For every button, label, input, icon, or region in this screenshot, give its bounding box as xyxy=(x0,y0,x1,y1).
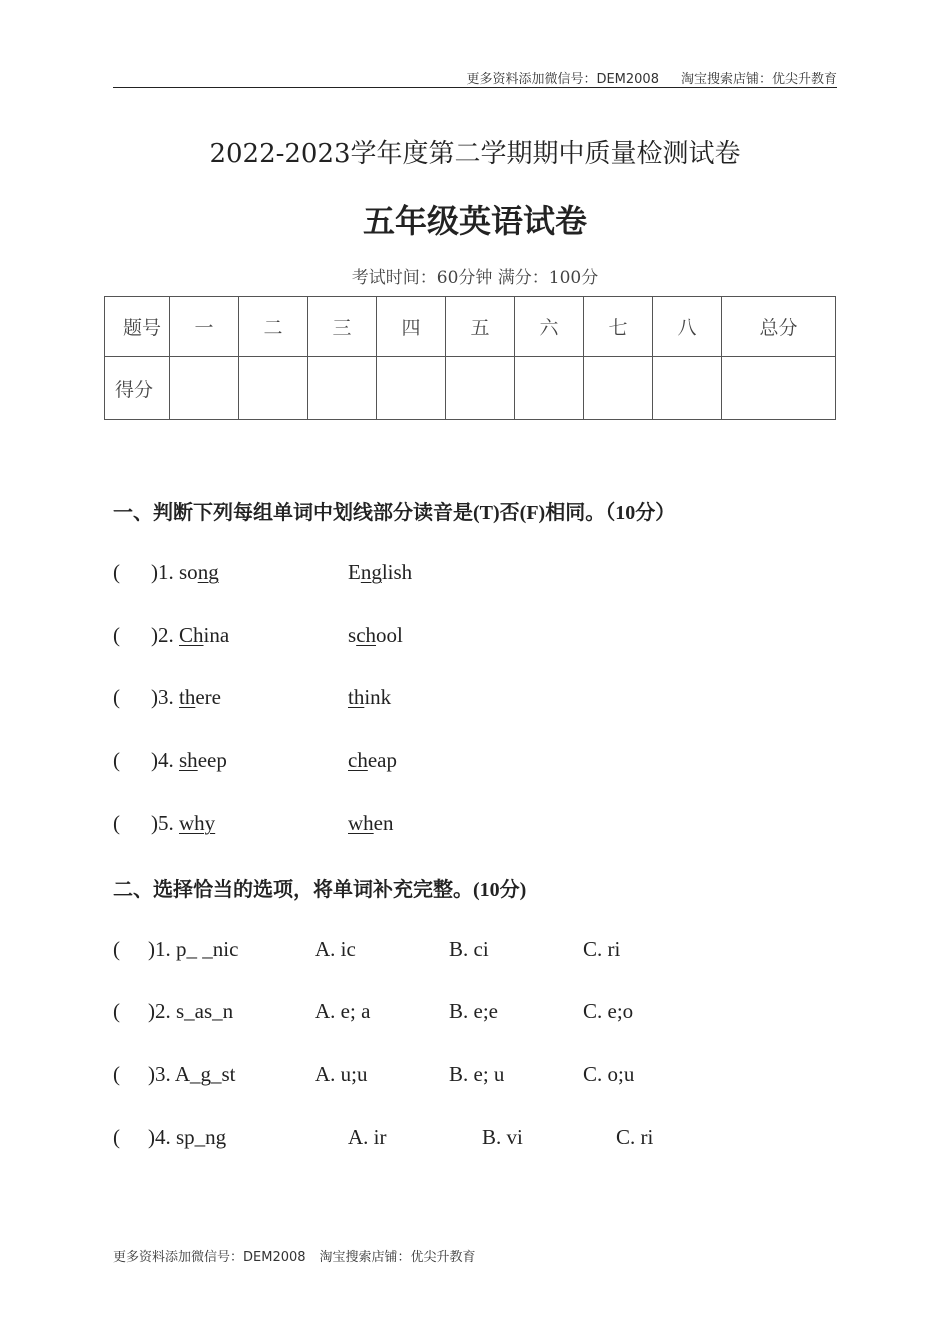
item-bracket[interactable]: ( xyxy=(113,623,120,647)
option-c[interactable]: C. e;o xyxy=(583,999,634,1023)
score-table-header-row xyxy=(105,297,836,357)
score-table xyxy=(104,296,836,420)
exam-title: 2022-2023学年度第二学期期中质量检测试卷 xyxy=(209,139,741,169)
item-bracket[interactable]: ( xyxy=(113,1062,120,1086)
footer-wechat: 更多资料添加微信号：DEM2008 xyxy=(113,1250,306,1265)
footer-shop: 淘宝搜索店铺：优尖升教育 xyxy=(319,1250,476,1265)
page-header xyxy=(466,68,837,87)
option-b[interactable]: B. e; u xyxy=(449,1062,505,1086)
item-question: )3. A_g_st xyxy=(148,1062,236,1086)
item-question: )1. p_ _nic xyxy=(148,937,239,961)
score-cell[interactable] xyxy=(239,357,308,420)
score-cell[interactable] xyxy=(515,357,584,420)
item-word2: think xyxy=(348,685,392,709)
section2-heading: 二、选择恰当的选项，将单词补充完整。(10分) xyxy=(113,879,527,901)
total-header: 总分 xyxy=(722,297,836,357)
option-a[interactable]: A. u;u xyxy=(315,1062,368,1086)
item-bracket[interactable]: ( xyxy=(113,999,120,1023)
column-header: 三 xyxy=(308,297,377,357)
header-wechat: 更多资料添加微信号：DEM2008 xyxy=(466,72,659,87)
item-word1: )1. song xyxy=(151,560,219,584)
item-bracket[interactable]: ( xyxy=(113,1125,120,1149)
option-c[interactable]: C. o;u xyxy=(583,1062,635,1086)
item-bracket[interactable]: ( xyxy=(113,685,120,709)
section1-heading: 一、判断下列每组单词中划线部分读音是(T)否(F)相同。（10分） xyxy=(113,502,676,524)
exam-subtitle: 五年级英语试卷 xyxy=(362,202,587,240)
score-label: 得分 xyxy=(105,357,170,420)
item-word2: cheap xyxy=(348,748,397,772)
score-table-score-row xyxy=(105,357,836,420)
item-bracket[interactable]: ( xyxy=(113,937,120,961)
question-number-label: 题号 xyxy=(105,297,170,357)
item-question: )4. sp_ng xyxy=(148,1125,227,1149)
option-a[interactable]: A. ic xyxy=(315,937,356,961)
score-cell[interactable] xyxy=(653,357,722,420)
exam-info: 考试时间：60分钟 满分：100分 xyxy=(351,268,599,288)
column-header: 四 xyxy=(377,297,446,357)
item-word1: )5. why xyxy=(151,811,216,835)
item-word2: when xyxy=(348,811,394,835)
header-divider xyxy=(113,87,837,88)
option-c[interactable]: C. ri xyxy=(616,1125,654,1149)
score-cell[interactable] xyxy=(308,357,377,420)
option-b[interactable]: B. ci xyxy=(449,937,489,961)
option-b[interactable]: B. e;e xyxy=(449,999,498,1023)
score-cell[interactable] xyxy=(377,357,446,420)
item-word1: )4. sheep xyxy=(151,748,227,772)
item-word1: )3. there xyxy=(151,685,221,709)
item-bracket[interactable]: ( xyxy=(113,748,120,772)
column-header: 一 xyxy=(170,297,239,357)
score-cell[interactable] xyxy=(584,357,653,420)
column-header: 二 xyxy=(239,297,308,357)
column-header: 五 xyxy=(446,297,515,357)
item-bracket[interactable]: ( xyxy=(113,560,120,584)
item-word2: English xyxy=(348,560,413,584)
item-bracket[interactable]: ( xyxy=(113,811,120,835)
column-header: 六 xyxy=(515,297,584,357)
option-c[interactable]: C. ri xyxy=(583,937,621,961)
item-word1: )2. China xyxy=(151,623,230,647)
option-b[interactable]: B. vi xyxy=(482,1125,523,1149)
page-footer xyxy=(113,1246,476,1265)
column-header: 七 xyxy=(584,297,653,357)
score-cell[interactable] xyxy=(446,357,515,420)
total-score-cell[interactable] xyxy=(722,357,836,420)
option-a[interactable]: A. e; a xyxy=(315,999,371,1023)
score-cell[interactable] xyxy=(170,357,239,420)
column-header: 八 xyxy=(653,297,722,357)
option-a[interactable]: A. ir xyxy=(348,1125,387,1149)
item-question: )2. s_as_n xyxy=(148,999,234,1023)
item-word2: school xyxy=(348,623,403,647)
header-shop: 淘宝搜索店铺：优尖升教育 xyxy=(680,72,837,87)
